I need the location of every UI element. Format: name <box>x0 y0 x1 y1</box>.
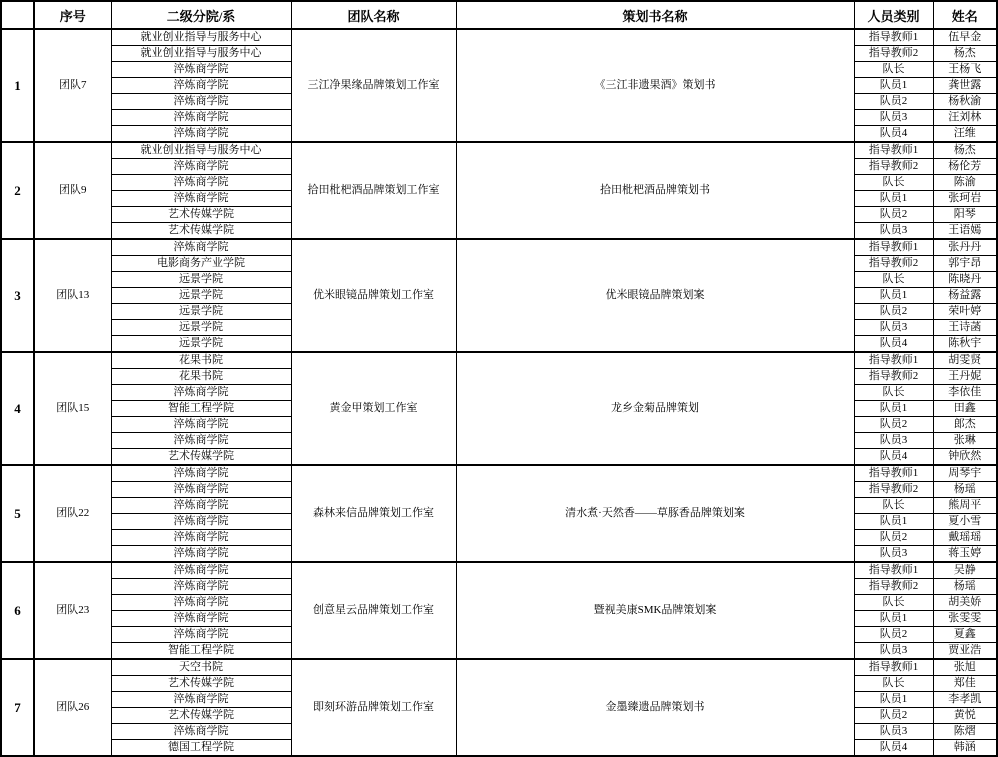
member-dept: 远景学院 <box>111 320 291 336</box>
member-name: 张琳 <box>933 433 997 449</box>
member-dept: 天空书院 <box>111 659 291 676</box>
member-role: 队员2 <box>854 207 933 223</box>
member-role: 指导教师1 <box>854 29 933 46</box>
member-role: 队长 <box>854 498 933 514</box>
member-dept: 就业创业指导与服务中心 <box>111 142 291 159</box>
header-row <box>1 1 997 29</box>
group-index: 4 <box>1 352 34 465</box>
team-name: 黄金甲策划工作室 <box>291 352 456 465</box>
member-role: 队员1 <box>854 401 933 417</box>
team-number: 团队13 <box>34 239 111 352</box>
member-row <box>1 659 997 676</box>
member-role: 指导教师1 <box>854 239 933 256</box>
member-role: 队员2 <box>854 304 933 320</box>
team-name: 创意星云品牌策划工作室 <box>291 562 456 659</box>
member-name: 王语嫣 <box>933 223 997 240</box>
member-role: 指导教师1 <box>854 465 933 482</box>
member-role: 队长 <box>854 385 933 401</box>
member-dept: 淬炼商学院 <box>111 175 291 191</box>
member-name: 汪刘林 <box>933 110 997 126</box>
member-role: 队员3 <box>854 643 933 660</box>
team-number: 团队15 <box>34 352 111 465</box>
member-role: 队员1 <box>854 78 933 94</box>
member-role: 队长 <box>854 676 933 692</box>
member-dept: 淬炼商学院 <box>111 482 291 498</box>
group-index: 5 <box>1 465 34 562</box>
member-name: 李依佳 <box>933 385 997 401</box>
header-cell-team: 团队名称 <box>291 1 456 29</box>
plan-name: 优米眼镜品牌策划案 <box>456 239 854 352</box>
member-role: 队长 <box>854 62 933 78</box>
team-name: 三江净果缘品牌策划工作室 <box>291 29 456 142</box>
member-role: 队长 <box>854 272 933 288</box>
group-index: 3 <box>1 239 34 352</box>
member-role: 队员2 <box>854 417 933 433</box>
member-name: 汪维 <box>933 126 997 143</box>
member-row <box>1 465 997 482</box>
member-dept: 智能工程学院 <box>111 401 291 417</box>
plan-name: 《三江非遗果酒》策划书 <box>456 29 854 142</box>
member-role: 指导教师1 <box>854 142 933 159</box>
member-name: 胡雯贤 <box>933 352 997 369</box>
member-dept: 淬炼商学院 <box>111 562 291 579</box>
member-role: 队员2 <box>854 94 933 110</box>
header-cell-plan: 策划书名称 <box>456 1 854 29</box>
team-number: 团队7 <box>34 29 111 142</box>
member-dept: 远景学院 <box>111 288 291 304</box>
team-name: 森林来信品牌策划工作室 <box>291 465 456 562</box>
member-role: 队员3 <box>854 724 933 740</box>
member-role: 指导教师2 <box>854 369 933 385</box>
member-dept: 淬炼商学院 <box>111 126 291 143</box>
member-name: 杨益露 <box>933 288 997 304</box>
team-number: 团队26 <box>34 659 111 756</box>
member-name: 夏小雪 <box>933 514 997 530</box>
member-dept: 淬炼商学院 <box>111 94 291 110</box>
member-dept: 花果书院 <box>111 369 291 385</box>
member-name: 戴瑶瑶 <box>933 530 997 546</box>
member-dept: 淬炼商学院 <box>111 498 291 514</box>
member-role: 队员4 <box>854 740 933 757</box>
member-name: 王丹妮 <box>933 369 997 385</box>
member-dept: 花果书院 <box>111 352 291 369</box>
member-dept: 艺术传媒学院 <box>111 207 291 223</box>
member-dept: 淬炼商学院 <box>111 62 291 78</box>
member-role: 队员1 <box>854 514 933 530</box>
member-name: 张旭 <box>933 659 997 676</box>
member-role: 队员3 <box>854 223 933 240</box>
group-index: 1 <box>1 29 34 142</box>
header-cell-seq: 序号 <box>34 1 111 29</box>
member-dept: 就业创业指导与服务中心 <box>111 46 291 62</box>
member-dept: 就业创业指导与服务中心 <box>111 29 291 46</box>
member-dept: 远景学院 <box>111 272 291 288</box>
member-role: 队员1 <box>854 191 933 207</box>
group-index: 2 <box>1 142 34 239</box>
group-index: 7 <box>1 659 34 756</box>
member-dept: 德国工程学院 <box>111 740 291 757</box>
member-role: 队长 <box>854 595 933 611</box>
member-name: 阳琴 <box>933 207 997 223</box>
header-cell-name: 姓名 <box>933 1 997 29</box>
member-dept: 淬炼商学院 <box>111 579 291 595</box>
team-name: 拾田枇杷酒品牌策划工作室 <box>291 142 456 239</box>
member-role: 队员3 <box>854 546 933 563</box>
member-role: 指导教师1 <box>854 352 933 369</box>
member-row <box>1 29 997 46</box>
member-name: 杨杰 <box>933 46 997 62</box>
member-dept: 淬炼商学院 <box>111 611 291 627</box>
member-role: 指导教师2 <box>854 46 933 62</box>
member-name: 杨瑶 <box>933 579 997 595</box>
member-name: 杨瑶 <box>933 482 997 498</box>
member-row <box>1 562 997 579</box>
team-number: 团队23 <box>34 562 111 659</box>
plan-name: 暨视美康SMK品牌策划案 <box>456 562 854 659</box>
member-dept: 远景学院 <box>111 304 291 320</box>
member-dept: 淬炼商学院 <box>111 433 291 449</box>
member-role: 指导教师2 <box>854 256 933 272</box>
member-name: 杨伦芳 <box>933 159 997 175</box>
member-name: 韩涵 <box>933 740 997 757</box>
member-role: 队员2 <box>854 530 933 546</box>
member-name: 王诗菡 <box>933 320 997 336</box>
member-name: 陈渝 <box>933 175 997 191</box>
member-dept: 淬炼商学院 <box>111 546 291 563</box>
member-dept: 艺术传媒学院 <box>111 708 291 724</box>
header-cell-role: 人员类别 <box>854 1 933 29</box>
member-name: 陈熠 <box>933 724 997 740</box>
member-dept: 淬炼商学院 <box>111 385 291 401</box>
member-role: 指导教师2 <box>854 579 933 595</box>
header-cell-dept: 二级分院/系 <box>111 1 291 29</box>
member-name: 张珂岩 <box>933 191 997 207</box>
member-name: 熊周平 <box>933 498 997 514</box>
member-role: 队员3 <box>854 110 933 126</box>
member-dept: 淬炼商学院 <box>111 159 291 175</box>
member-name: 荣叶婷 <box>933 304 997 320</box>
member-name: 杨秋渝 <box>933 94 997 110</box>
member-role: 队员4 <box>854 449 933 466</box>
member-name: 张丹丹 <box>933 239 997 256</box>
member-dept: 淬炼商学院 <box>111 239 291 256</box>
team-number: 团队22 <box>34 465 111 562</box>
plan-name: 金墨臻遗品牌策划书 <box>456 659 854 756</box>
member-row <box>1 352 997 369</box>
member-role: 队员4 <box>854 336 933 353</box>
member-name: 龚世露 <box>933 78 997 94</box>
member-name: 王杨飞 <box>933 62 997 78</box>
member-role: 指导教师1 <box>854 562 933 579</box>
member-dept: 淬炼商学院 <box>111 465 291 482</box>
member-role: 队长 <box>854 175 933 191</box>
member-dept: 淬炼商学院 <box>111 724 291 740</box>
group-index: 6 <box>1 562 34 659</box>
member-dept: 淬炼商学院 <box>111 514 291 530</box>
header-cell-corner <box>1 1 34 29</box>
member-role: 队员3 <box>854 320 933 336</box>
member-name: 张雯雯 <box>933 611 997 627</box>
member-name: 吴静 <box>933 562 997 579</box>
member-dept: 艺术传媒学院 <box>111 449 291 466</box>
member-dept: 淬炼商学院 <box>111 78 291 94</box>
member-dept: 艺术传媒学院 <box>111 223 291 240</box>
member-name: 贾亚浩 <box>933 643 997 660</box>
member-dept: 淬炼商学院 <box>111 191 291 207</box>
member-dept: 淬炼商学院 <box>111 530 291 546</box>
plan-name: 拾田枇杷酒品牌策划书 <box>456 142 854 239</box>
member-name: 伍早金 <box>933 29 997 46</box>
member-name: 黄悦 <box>933 708 997 724</box>
member-role: 队员4 <box>854 126 933 143</box>
member-dept: 淬炼商学院 <box>111 110 291 126</box>
member-name: 李孝凯 <box>933 692 997 708</box>
member-name: 郭宇昂 <box>933 256 997 272</box>
member-role: 队员1 <box>854 611 933 627</box>
member-role: 队员1 <box>854 692 933 708</box>
member-name: 钟欣然 <box>933 449 997 466</box>
plan-name: 龙乡金菊品牌策划 <box>456 352 854 465</box>
member-name: 郑佳 <box>933 676 997 692</box>
member-name: 田鑫 <box>933 401 997 417</box>
member-dept: 淬炼商学院 <box>111 692 291 708</box>
member-role: 队员2 <box>854 708 933 724</box>
member-dept: 艺术传媒学院 <box>111 676 291 692</box>
member-row <box>1 142 997 159</box>
table-body <box>1 29 997 756</box>
team-name: 优米眼镜品牌策划工作室 <box>291 239 456 352</box>
member-row <box>1 239 997 256</box>
member-role: 指导教师2 <box>854 482 933 498</box>
team-name: 即刻环游品牌策划工作室 <box>291 659 456 756</box>
member-dept: 淬炼商学院 <box>111 417 291 433</box>
member-role: 队员2 <box>854 627 933 643</box>
team-number: 团队9 <box>34 142 111 239</box>
member-dept: 电影商务产业学院 <box>111 256 291 272</box>
member-name: 陈秋宇 <box>933 336 997 353</box>
member-dept: 智能工程学院 <box>111 643 291 660</box>
member-dept: 远景学院 <box>111 336 291 353</box>
member-role: 队员1 <box>854 288 933 304</box>
member-name: 胡美娇 <box>933 595 997 611</box>
member-dept: 淬炼商学院 <box>111 627 291 643</box>
member-name: 郎杰 <box>933 417 997 433</box>
member-name: 夏鑫 <box>933 627 997 643</box>
member-name: 杨杰 <box>933 142 997 159</box>
member-dept: 淬炼商学院 <box>111 595 291 611</box>
plan-name: 清水煮·天然香——草豚香品牌策划案 <box>456 465 854 562</box>
member-name: 陈晓丹 <box>933 272 997 288</box>
member-role: 指导教师2 <box>854 159 933 175</box>
member-role: 指导教师1 <box>854 659 933 676</box>
member-name: 蒋玉婷 <box>933 546 997 563</box>
member-role: 队员3 <box>854 433 933 449</box>
member-name: 周琴宇 <box>933 465 997 482</box>
